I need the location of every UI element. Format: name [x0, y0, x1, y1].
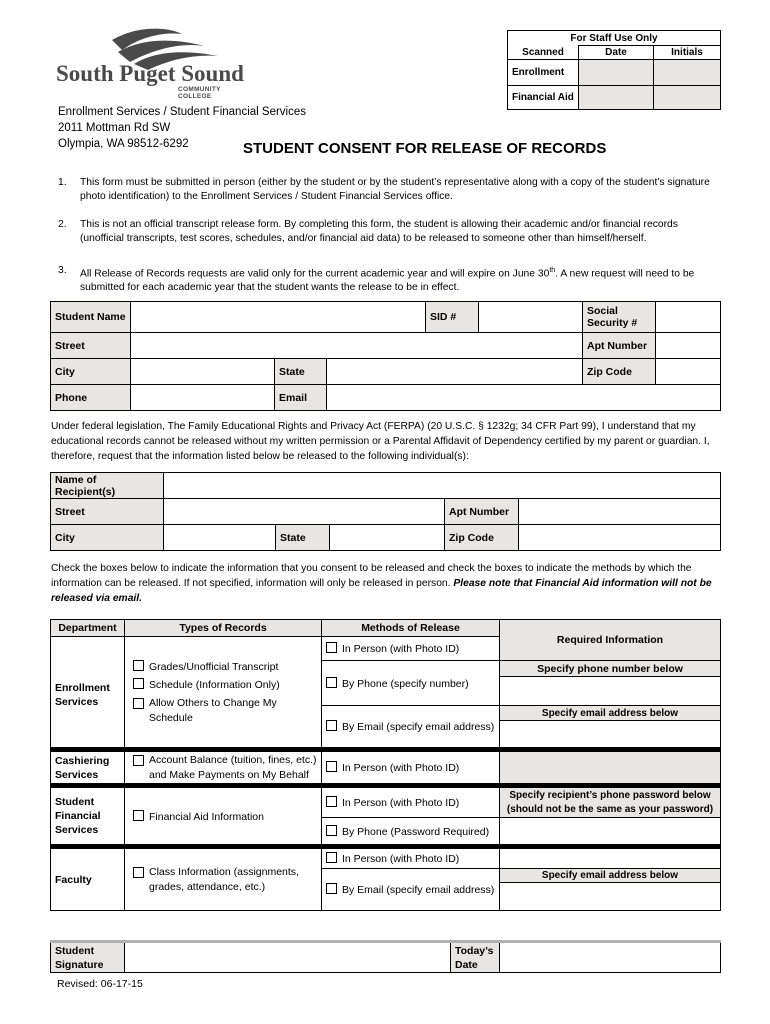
in-person-checkbox[interactable]	[326, 642, 337, 653]
cashiering-dept: Cashiering Services	[51, 750, 125, 786]
allow-change-checkbox[interactable]	[133, 698, 144, 709]
required-info-header: Required Information	[500, 620, 721, 661]
financial-aid-checkbox[interactable]	[133, 810, 144, 821]
method-by-phone[interactable]	[322, 661, 500, 706]
staff-title: For Staff Use Only	[508, 31, 721, 46]
student-name-label: Student Name	[51, 302, 131, 333]
enrollment-record-types	[125, 637, 322, 750]
phone-label: Phone	[51, 385, 131, 411]
faculty-email-field[interactable]	[500, 883, 721, 911]
apt-field[interactable]	[656, 333, 721, 359]
street-field[interactable]	[131, 333, 583, 359]
allow-change-label: Allow Others to Change My Schedule	[149, 697, 277, 724]
recipient-street-label: Street	[51, 499, 164, 525]
list-item	[58, 176, 718, 204]
financial-aid-label: Financial Aid	[508, 86, 579, 110]
class-info-checkbox[interactable]	[133, 867, 144, 878]
financial-by-phone-checkbox[interactable]	[326, 825, 337, 836]
logo-subtitle: COMMUNITY COLLEGE	[178, 86, 221, 100]
financial-in-person[interactable]	[322, 786, 500, 818]
faculty-in-person-label: In Person (with Photo ID)	[342, 853, 460, 865]
instructions-list	[58, 176, 718, 295]
ssn-label: Social Security #	[583, 302, 656, 333]
form-title: STUDENT CONSENT FOR RELEASE OF RECORDS	[243, 140, 607, 157]
cashiering-in-person[interactable]	[322, 750, 500, 786]
specify-password-label: Specify recipient’s phone password below (should not be the same as your password)	[500, 786, 721, 818]
street-label: Street	[51, 333, 131, 359]
phone-password-field[interactable]	[500, 818, 721, 847]
financial-aid-initials-cell	[654, 86, 721, 110]
financial-aid-date-cell	[579, 86, 654, 110]
signature-table	[50, 940, 721, 973]
state-field[interactable]	[327, 359, 583, 385]
financial-dept: Student Financial Services	[51, 786, 125, 847]
student-name-field[interactable]	[131, 302, 426, 333]
class-info-label: Class Information (assignments, grades, attendance, etc.)	[149, 865, 299, 893]
address-line: Enrollment Services / Student Financial Services	[58, 106, 306, 118]
account-balance-option[interactable]	[133, 753, 317, 783]
recipient-zip-field[interactable]	[519, 525, 721, 551]
specify-email-label: Specify email address below	[500, 706, 721, 721]
faculty-blank-cell	[500, 847, 721, 869]
schedule-label: Schedule (Information Only)	[149, 679, 280, 691]
item-text-a: All Release of Records requests are valid only for the current academic year and will expire on June 30	[80, 268, 550, 280]
by-phone-checkbox[interactable]	[326, 677, 337, 688]
schedule-checkbox[interactable]	[133, 678, 144, 689]
recipient-state-label: State	[276, 525, 330, 551]
enrollment-dept: Enrollment Services	[51, 637, 125, 750]
ssn-field[interactable]	[656, 302, 721, 333]
recipient-apt-field[interactable]	[519, 499, 721, 525]
todays-date-field[interactable]	[500, 942, 721, 973]
sid-field[interactable]	[479, 302, 583, 333]
records-release-table	[50, 619, 721, 911]
financial-aid-option[interactable]	[133, 810, 317, 823]
recipient-zip-label: Zip Code	[445, 525, 519, 551]
item-number: 3.	[58, 265, 67, 276]
item-text: This is not an official transcript release form. By completing this form, the student is allowing their academic and/or financial records (unofficial transcripts, test scores, schedules, and/or financial aid data) to be released to someone other than himself/herself.	[80, 219, 678, 244]
recipient-state-field[interactable]	[330, 525, 445, 551]
cashiering-in-person-checkbox[interactable]	[326, 761, 337, 772]
financial-by-phone[interactable]	[322, 818, 500, 847]
address-line: Olympia, WA 98512-6292	[58, 138, 189, 150]
in-person-label: In Person (with Photo ID)	[342, 643, 460, 655]
by-phone-label: By Phone (specify number)	[342, 677, 469, 690]
specify-phone-label: Specify phone number below	[500, 661, 721, 677]
todays-date-label: Today’s Date	[451, 942, 500, 973]
account-balance-checkbox[interactable]	[133, 755, 144, 766]
department-header: Department	[51, 620, 125, 637]
city-field[interactable]	[131, 359, 275, 385]
superscript: th	[549, 267, 556, 274]
sid-label: SID #	[426, 302, 479, 333]
financial-aid-email-note: Please note that Financial Aid information will not be released via email.	[51, 578, 712, 604]
address-line: 2011 Mottman Rd SW	[58, 122, 171, 134]
financial-record-types	[125, 786, 322, 847]
apt-label: Apt Number	[583, 333, 656, 359]
types-header: Types of Records	[125, 620, 322, 637]
signature-label: Student Signature	[51, 942, 125, 973]
financial-by-phone-label: By Phone (Password Required)	[342, 825, 490, 838]
item-text-b: . A new request will need to be submitted for each academic year that the student wants the release to be in effect.	[80, 268, 695, 294]
faculty-record-types	[125, 847, 322, 911]
ferpa-statement: Under federal legislation, The Family Educational Rights and Privacy Act (FERPA) (20 U.S.C. § 1232g; 34 CFR Part 99), I understand that my educational records cannot be released without my written permission or a Parental Affidavit of Dependency certified by my parent or guardian. I, therefore, request that the information listed below be released to the following individual(s):	[51, 421, 710, 462]
account-balance-label: Account Balance (tuition, fines, etc.) and Make Payments on My Behalf	[149, 753, 317, 781]
college-logo	[56, 20, 256, 100]
faculty-in-person[interactable]	[322, 847, 500, 869]
enrollment-initials-cell	[654, 60, 721, 86]
by-email-checkbox[interactable]	[326, 720, 337, 731]
student-info-table	[50, 301, 721, 411]
enrollment-label: Enrollment	[508, 60, 579, 86]
list-item	[58, 260, 718, 295]
financial-in-person-checkbox[interactable]	[326, 796, 337, 807]
signature-field[interactable]	[125, 942, 451, 973]
item-number: 1.	[58, 177, 67, 188]
logo-name: South Puget Sound	[56, 61, 244, 86]
phone-number-field[interactable]	[500, 677, 721, 706]
initials-header: Initials	[654, 46, 721, 60]
date-header: Date	[579, 46, 654, 60]
staff-use-table	[507, 30, 721, 110]
item-text: This form must be submitted in person (either by the student or by the student’s representative along with a copy of the student’s signature photo identification) to the Enrollment Services / Student Financial Services office.	[80, 177, 710, 202]
phone-field[interactable]	[131, 385, 275, 411]
state-label: State	[275, 359, 327, 385]
email-address-field[interactable]	[500, 721, 721, 750]
recipient-city-label: City	[51, 525, 164, 551]
zip-field[interactable]	[656, 359, 721, 385]
cashiering-in-person-label: In Person (with Photo ID)	[342, 762, 460, 774]
enrollment-date-cell	[579, 60, 654, 86]
city-label: City	[51, 359, 131, 385]
class-info-option[interactable]	[133, 865, 317, 895]
method-in-person[interactable]	[322, 637, 500, 661]
allow-change-option[interactable]	[133, 696, 317, 726]
grades-option[interactable]	[133, 658, 317, 676]
recipient-street-field[interactable]	[164, 499, 445, 525]
financial-in-person-label: In Person (with Photo ID)	[342, 797, 460, 809]
zip-label: Zip Code	[583, 359, 656, 385]
recipient-city-field[interactable]	[164, 525, 276, 551]
cashiering-required	[500, 750, 721, 786]
faculty-in-person-checkbox[interactable]	[326, 852, 337, 863]
email-label: Email	[275, 385, 327, 411]
email-field[interactable]	[327, 385, 721, 411]
recipient-name-field[interactable]	[164, 473, 721, 499]
scanned-header: Scanned	[508, 46, 579, 60]
financial-aid-info-label: Financial Aid Information	[149, 810, 264, 823]
faculty-specify-email-label: Specify email address below	[500, 869, 721, 883]
faculty-by-email-label: By Email (specify email address)	[342, 884, 495, 896]
method-by-email[interactable]	[322, 706, 500, 750]
faculty-by-email[interactable]	[322, 869, 500, 911]
revision-date: Revised: 06-17-15	[57, 978, 143, 990]
grades-label: Grades/Unofficial Transcript	[149, 661, 279, 673]
faculty-by-email-checkbox[interactable]	[326, 883, 337, 894]
instructions-text: Check the boxes below to indicate the information that you consent to be released and check the boxes to indicate the methods by which the information can be released. If not specified, information will only be released in person.	[51, 563, 692, 589]
recipient-apt-label: Apt Number	[445, 499, 519, 525]
faculty-dept: Faculty	[51, 847, 125, 911]
cashiering-record-types	[125, 750, 322, 786]
methods-header: Methods of Release	[322, 620, 500, 637]
recipient-table	[50, 472, 721, 551]
release-instructions	[51, 561, 719, 606]
recipient-name-label: Name of Recipient(s)	[51, 473, 164, 499]
item-number: 2.	[58, 219, 67, 230]
list-item	[58, 218, 718, 246]
item-text	[80, 260, 718, 295]
by-email-label: By Email (specify email address)	[342, 721, 495, 733]
grades-checkbox[interactable]	[133, 660, 144, 671]
schedule-option[interactable]	[133, 676, 317, 694]
